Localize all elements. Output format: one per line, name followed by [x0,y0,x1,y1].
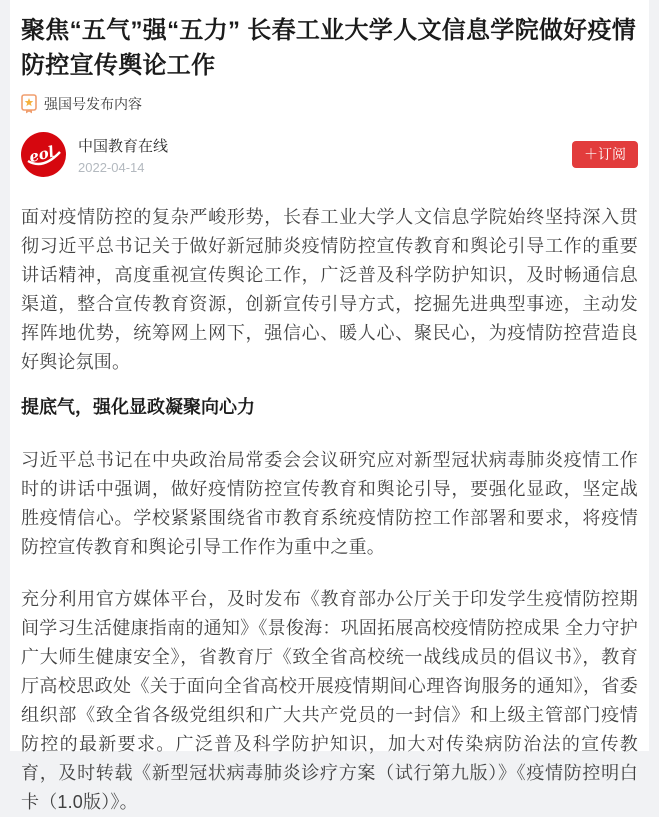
source-badge-row [21,94,638,114]
publisher-info [78,135,168,175]
medal-star-icon [21,94,37,114]
article-paragraph-2: 习近平总书记在中央政治局常委会会议研究应对新型冠状病毒肺炎疫情工作时的讲话中强调，做好疫情防控宣传教育和舆论引导，要强化显政，坚定战胜疫情信心。学校紧紧围绕省市教育系统疫情防控工作部署和要求，将疫情防控宣传教育和舆论引导工作作为重中之重。 [21,450,638,557]
subscribe-button[interactable]: ＋订阅 [572,141,638,168]
article-title: 聚焦“五气”强“五力” 长春工业大学人文信息学院做好疫情防控宣传舆论工作 [21,17,637,79]
source-badge-label: 强国号发布内容 [44,96,142,112]
publish-date: 2022-04-14 [78,159,145,175]
article-paragraph-3: 充分利用官方媒体平台，及时发布《教育部办公厅关于印发学生疫情防控期间学习生活健康指南的通知》《景俊海：巩固拓展高校疫情防控成果 全力守护广大师生健康安全》，省教育厅《致全省高校统一战线成员的倡议书》，教育厅高校思政处《关于面向全省高校开展疫情期间心理咨询服务的通知》，省委组织部《致全省各级党组织和广大共产党员的一封信》和上级主管部门疫情防控的最新要求。广泛普及科学防护知识，加大对传染病防治法的宣传教育，及时转载《新型冠状病毒肺炎诊疗方案（试行第九版）》《疫情防控明白卡（1.0版）》。 [21,589,638,812]
publisher-name[interactable]: 中国教育在线 [78,137,169,155]
article-paragraph-1: 面对疫情防控的复杂严峻形势，长春工业大学人文信息学院始终坚持深入贯彻习近平总书记关于做好新冠肺炎疫情防控宣传教育和舆论引导工作的重要讲话精神，高度重视宣传舆论工作，广泛普及科学防护知识，及时畅通信息渠道，整合宣传教育资源，创新宣传引导方式，挖掘先进典型事迹，主动发挥阵地优势，统筹网上网下，强信心、暖人心、聚民心，为疫情防控营造良好舆论氛围。 [21,207,638,372]
article-card [10,0,649,812]
article-subheading: 提底气，强化显政凝聚向心力 [21,397,255,417]
logo-text: eol [27,142,57,167]
publisher-avatar[interactable] [21,132,66,177]
publisher-row [21,132,638,177]
